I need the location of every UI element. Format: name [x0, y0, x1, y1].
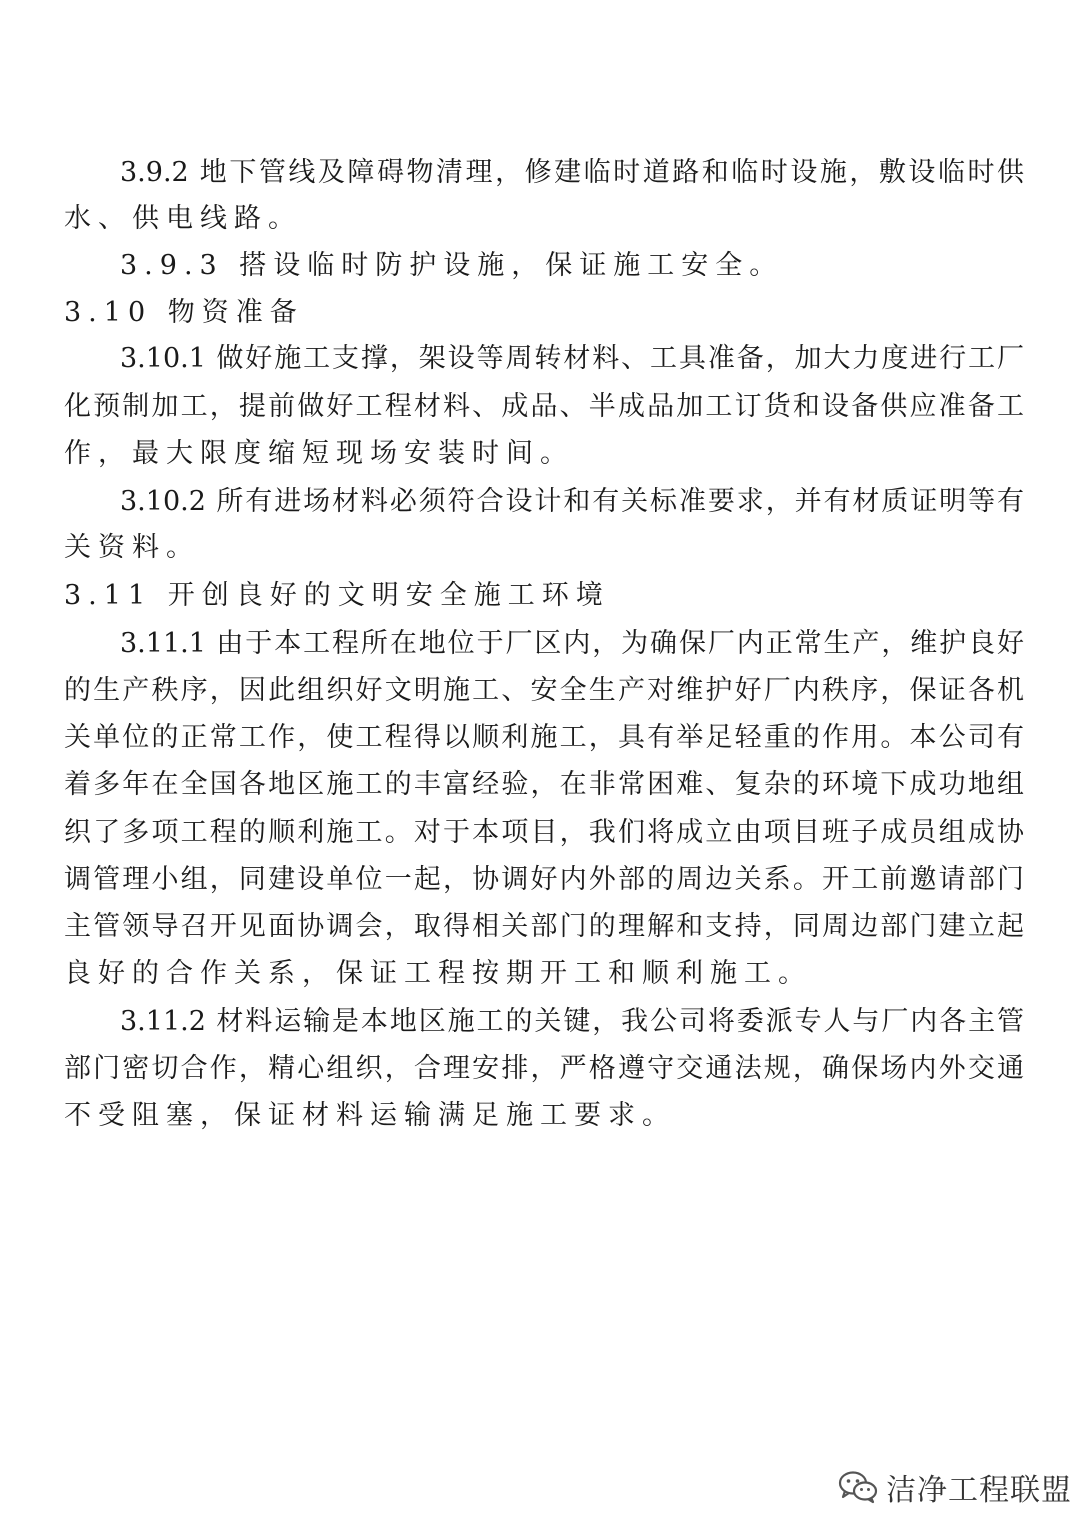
paragraph-line: 3.9.2 地下管线及障碍物清理，修建临时道路和临时设施，敷设临时供 — [120, 157, 1024, 188]
paragraph-line: 作，最大限度缩短现场安装时间。 — [64, 438, 574, 469]
watermark — [838, 1464, 1072, 1510]
paragraph-line: 调管理小组，同建设单位一起，协调好内外部的周边关系。开工前邀请部门 — [64, 864, 1024, 895]
section-heading: 3.11 开创良好的文明安全施工环境 — [64, 580, 610, 611]
wechat-icon — [838, 1470, 878, 1504]
section-heading: 3.10 物资准备 — [64, 297, 304, 328]
paragraph-line: 部门密切合作，精心组织，合理安排，严格遵守交通法规，确保场内外交通 — [64, 1053, 1024, 1084]
watermark-text: 洁净工程联盟 — [886, 1473, 1072, 1508]
paragraph-line: 水、供电线路。 — [64, 203, 302, 234]
paragraph-line: 3.10.1 做好施工支撑，架设等周转材料、工具准备，加大力度进行工厂 — [120, 343, 1024, 374]
paragraph-line: 着多年在全国各地区施工的丰富经验，在非常困难、复杂的环境下成功地组 — [64, 769, 1024, 800]
paragraph-line: 3.11.1 由于本工程所在地位于厂区内，为确保厂内正常生产，维护良好 — [120, 628, 1024, 659]
paragraph-line: 关资料。 — [64, 532, 200, 563]
paragraph-line: 良好的合作关系，保证工程按期开工和顺利施工。 — [64, 958, 812, 989]
paragraph-line: 3.11.2 材料运输是本地区施工的关键，我公司将委派专人与厂内各主管 — [120, 1006, 1024, 1037]
paragraph-line: 主管领导召开见面协调会，取得相关部门的理解和支持，同周边部门建立起 — [64, 911, 1024, 942]
paragraph-line: 3.10.2 所有进场材料必须符合设计和有关标准要求，并有材质证明等有 — [120, 486, 1024, 517]
paragraph-line: 化预制加工，提前做好工程材料、成品、半成品加工订货和设备供应准备工 — [64, 391, 1024, 422]
paragraph-line: 不受阻塞，保证材料运输满足施工要求。 — [64, 1100, 676, 1131]
paragraph-line: 关单位的正常工作，使工程得以顺利施工，具有举足轻重的作用。本公司有 — [64, 722, 1024, 753]
paragraph-line: 3.9.3 搭设临时防护设施，保证施工安全。 — [120, 250, 784, 281]
paragraph-line: 织了多项工程的顺利施工。对于本项目，我们将成立由项目班子成员组成协 — [64, 817, 1024, 848]
paragraph-line: 的生产秩序，因此组织好文明施工、安全生产对维护好厂内秩序，保证各机 — [64, 675, 1024, 706]
